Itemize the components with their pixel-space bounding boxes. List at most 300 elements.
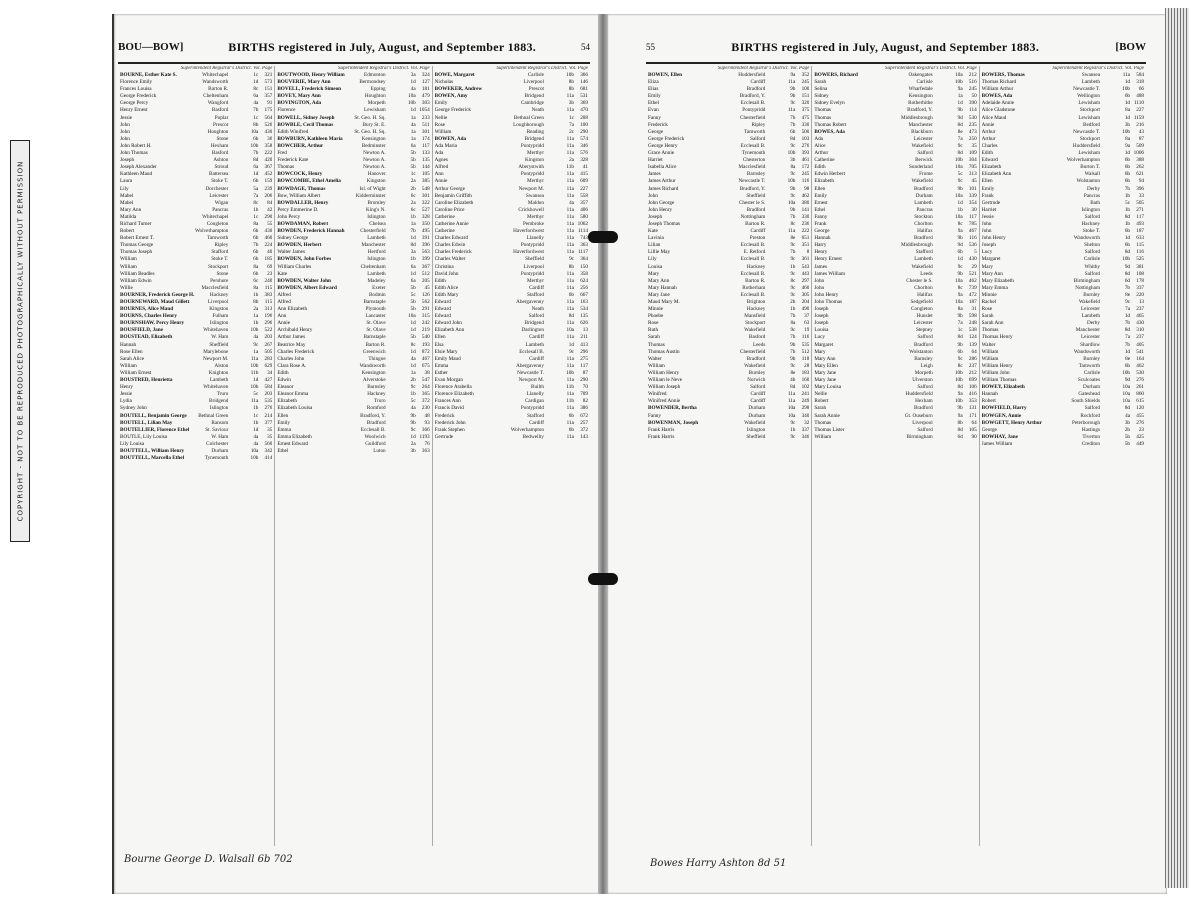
entry-volume: 7a [1125, 334, 1130, 341]
register-entry [435, 398, 588, 405]
register-entry [982, 356, 1144, 363]
entry-volume: 11a [566, 178, 574, 185]
entry-district: Stoke T. [211, 178, 229, 185]
entry-name: John [981, 220, 992, 227]
entry-page: 219 [421, 327, 430, 334]
entry-district: Cambridge [520, 100, 544, 107]
entry-district: Hanover [367, 171, 386, 178]
entry-page: 236 [801, 220, 810, 227]
entry-name: Sidney George [277, 235, 309, 242]
entry-district: Oakengates [908, 72, 933, 78]
entry-page: 115 [264, 284, 273, 291]
entry-volume: 8a [790, 320, 796, 327]
entry-name: Ellen [277, 412, 289, 419]
entry-volume: 1d [410, 79, 416, 86]
entry-name: Thomas Joseph [120, 249, 153, 256]
entry-page: 69 [267, 263, 273, 270]
entry-name: Ada [434, 150, 444, 157]
entry-volume: 6b [957, 348, 963, 355]
entry-district: W. Ham [211, 433, 229, 440]
entry-page: 315 [421, 313, 430, 320]
register-entry [277, 427, 429, 434]
register-entry [648, 306, 809, 313]
entry-district: Newcastle T. [517, 369, 544, 376]
register-entry [648, 292, 809, 299]
entry-page: 212 [968, 72, 977, 78]
register-entry [982, 264, 1144, 271]
entry-volume: 1a [410, 369, 416, 376]
entry-name: Gertrude [434, 433, 454, 440]
register-entry [982, 107, 1144, 114]
entry-name: BOUTELL, Benjamin George [120, 412, 187, 419]
register-entry [120, 313, 272, 320]
entry-name: Selina [814, 86, 828, 93]
entry-name: BOWDEN, Frederick Hannah [277, 228, 345, 235]
entry-volume: 9a [957, 391, 963, 398]
entry-volume: 11a [566, 228, 574, 235]
header-rule [118, 62, 590, 64]
entry-name: George [648, 128, 664, 135]
entry-name: Frances Louisa [120, 86, 152, 93]
entry-name: Alice [814, 142, 826, 149]
register-entry [120, 427, 272, 434]
entry-district: Macclesfield [201, 284, 229, 291]
entry-district: Truro [374, 398, 386, 405]
entry-district: St. Geo. H. Sq. [354, 128, 386, 135]
entry-name: BOWE, Margaret [434, 72, 475, 78]
entry-name: Sarah [814, 405, 827, 412]
entry-page: 526 [264, 121, 273, 128]
entry-volume: 7b [790, 121, 796, 128]
entry-page: 460 [264, 235, 273, 242]
entry-volume: 11a [788, 107, 796, 114]
register-entry [982, 377, 1144, 384]
entry-district: Stockton [914, 213, 933, 220]
entry-name: Ann Elizabeth [277, 306, 308, 313]
entry-district: Lambeth [1081, 79, 1100, 86]
entry-volume: 7b [790, 114, 796, 121]
register-entry [120, 420, 272, 427]
entry-name: Walter James [277, 249, 305, 256]
entry-volume: 6a [410, 263, 416, 270]
entry-district: Islington [1081, 206, 1100, 213]
entry-district: Ecclesall B. [740, 242, 766, 249]
entry-volume: 7a [253, 192, 259, 199]
register-entry [435, 93, 588, 100]
column-head: Superintendent Registrar's District. Vol. Page [338, 66, 430, 71]
entry-page: 32 [804, 419, 810, 426]
entry-page: 534 [580, 306, 588, 313]
entry-page: 115 [1136, 242, 1144, 249]
register-entry [277, 334, 429, 341]
register-entry [120, 306, 272, 313]
entry-district: Ecclesall B. [519, 348, 544, 355]
register-entry [120, 115, 272, 122]
register-entry [982, 405, 1144, 412]
entry-district: Durham [211, 447, 229, 454]
entry-volume: 10a [955, 164, 963, 171]
register-entry [814, 164, 976, 171]
entry-name: BOWEY, Elizabeth [981, 384, 1025, 391]
entry-district: Chesterfield [360, 228, 386, 235]
entry-district: Hackney [1081, 220, 1100, 227]
register-column [274, 66, 431, 846]
entry-name: Elizabeth [277, 398, 297, 405]
entry-volume: 9c [790, 171, 796, 178]
register-entry [435, 178, 588, 185]
entry-district: Wandsworth [359, 362, 386, 369]
entry-name: Lillie May [648, 249, 671, 256]
entry-page: 535 [801, 341, 810, 348]
entry-volume: 8e [957, 128, 963, 135]
register-entry [982, 363, 1144, 370]
entry-volume: 1d [1124, 100, 1130, 107]
entry-name: Emma [277, 426, 291, 433]
entry-name: Ethel [648, 100, 659, 107]
register-entry [435, 271, 588, 278]
entry-district: Leigh [920, 362, 933, 369]
entry-page: 203 [264, 334, 273, 341]
entry-district: Hertford [367, 249, 386, 256]
entry-name: Edwin Herbert [814, 171, 846, 178]
left-page-range: BOU—BOW] [118, 41, 184, 53]
entry-volume: 11a [788, 398, 796, 405]
register-entry [435, 405, 588, 412]
entry-district: Huddersfield [1072, 142, 1100, 149]
entry-page: 109 [968, 150, 977, 157]
entry-district: Middlesbrough [900, 114, 933, 121]
register-entry [120, 72, 272, 79]
entry-district: Battersea [209, 171, 229, 178]
entry-page: 257 [580, 419, 588, 426]
entry-name: William Edwin [120, 277, 152, 284]
entry-page: 304 [968, 157, 977, 164]
entry-volume: 9c [790, 142, 796, 149]
entry-district: Neath [531, 107, 544, 114]
register-entry [435, 221, 588, 228]
register-entry [120, 256, 272, 263]
entry-page: 296 [580, 348, 588, 355]
entry-name: John [120, 135, 130, 142]
entry-district: Stepney [915, 327, 933, 334]
entry-page: 340 [801, 412, 810, 419]
entry-name: BOWHAY, Jane [981, 433, 1018, 440]
entry-district: Durham [748, 405, 766, 412]
entry-page: 28 [804, 362, 810, 369]
entry-page: 342 [264, 447, 273, 454]
entry-volume: 10b [954, 157, 963, 164]
entry-page: 87 [1138, 135, 1144, 142]
register-entry [120, 448, 272, 455]
register-entry [982, 100, 1144, 107]
register-entry [120, 86, 272, 93]
entry-page: 290 [580, 128, 588, 135]
entry-volume: 11a [566, 391, 574, 398]
register-entry [435, 249, 588, 256]
entry-volume: 10b [250, 362, 259, 369]
register-entry [814, 129, 976, 136]
entry-name: Mary Ellen [814, 362, 838, 369]
entry-page: 117 [422, 142, 430, 149]
entry-volume: 6b [1124, 157, 1130, 164]
entry-page: 36 [267, 135, 273, 142]
entry-name: William [120, 263, 137, 270]
entry-page: 558 [580, 192, 588, 199]
entry-district: Alverstoke [362, 377, 386, 384]
register-entry [982, 292, 1144, 299]
entry-page: 460 [801, 284, 810, 291]
entry-name: BOWENDER, Bertha [648, 405, 697, 412]
register-entry [277, 242, 429, 249]
entry-volume: 4a [253, 440, 259, 447]
register-entry [814, 434, 976, 441]
register-entry [435, 370, 588, 377]
entry-name: Benjamin Griffith [434, 192, 472, 199]
entry-volume: 6b [253, 135, 259, 142]
entry-district: Loughborough [513, 121, 544, 128]
entry-district: Macclesfield [738, 164, 766, 171]
entry-district: Hunslet [916, 313, 933, 320]
entry-name: Elizabeth [814, 178, 834, 185]
entry-page: 301 [421, 192, 430, 199]
entry-name: Minnie [648, 306, 663, 313]
entry-page: 651 [801, 235, 810, 242]
entry-volume: 10b [1122, 369, 1130, 376]
register-entry [277, 327, 429, 334]
register-entry [120, 129, 272, 136]
entry-volume: 8d [957, 426, 963, 433]
entry-name: Florence Arabella [434, 384, 472, 391]
entry-volume: 1b [790, 426, 796, 433]
entry-name: William [434, 128, 452, 135]
entry-name: Eleanor [277, 384, 294, 391]
entry-volume: 1c [253, 114, 259, 121]
entry-volume: 5c [1125, 199, 1130, 206]
entry-name: John [814, 284, 825, 291]
entry-page: 414 [264, 455, 273, 462]
register-entry [648, 143, 809, 150]
entry-name: John Thomas [814, 299, 843, 305]
entry-name: Edith [981, 150, 993, 157]
entry-page: 512 [421, 270, 430, 277]
entry-page: 187 [1136, 228, 1144, 235]
entry-district: Sunderland [909, 164, 933, 171]
entry-volume: 6a [253, 93, 259, 100]
entry-name: William Joseph [648, 384, 681, 391]
entry-page: 216 [1136, 121, 1144, 128]
entry-page: 1006 [1133, 150, 1144, 157]
register-entry [277, 214, 429, 221]
entry-district: Knighton [208, 369, 229, 376]
entry-district: Barton R. [365, 341, 386, 348]
entry-district: St. Saviour [205, 426, 229, 433]
register-entry [435, 100, 588, 107]
entry-name: Percy Emmerine D. [277, 206, 319, 213]
entry-name: Louisa [814, 327, 829, 334]
entry-page: 405 [1136, 341, 1144, 348]
entry-district: Stroud [214, 164, 229, 171]
entry-page: 239 [264, 185, 273, 192]
entry-volume: 8c [957, 362, 963, 369]
register-entry [648, 285, 809, 292]
entry-volume: 8d [957, 334, 963, 341]
entry-district: Exeter [372, 284, 386, 291]
register-entry [277, 370, 429, 377]
register-entry [814, 391, 976, 398]
entry-page: 709 [580, 391, 588, 398]
entry-page: 290 [580, 377, 588, 384]
entry-name: BOWEN, Amy [434, 93, 468, 100]
entry-name: Frank Harris [648, 433, 675, 440]
entry-volume: 6b [568, 291, 574, 298]
entry-name: BOWDALLER, Henry [277, 199, 329, 206]
entry-page: 13 [582, 327, 588, 334]
entry-name: George [981, 426, 997, 433]
entry-volume: 6c [410, 192, 416, 199]
entry-district: Tynemouth [741, 150, 766, 157]
entry-district: Newport M. [202, 355, 229, 362]
register-entry [814, 256, 976, 263]
entry-name: Ann [277, 313, 287, 320]
entry-district: Rochford [1080, 412, 1100, 419]
entry-district: Poplar [214, 114, 229, 121]
entry-district: Bradford [746, 206, 766, 213]
register-entry [277, 349, 429, 356]
register-entry [982, 79, 1144, 86]
entry-district: Lambeth [1081, 313, 1100, 320]
entry-district: Marylebone [203, 348, 229, 355]
entry-name: Joseph [981, 242, 996, 249]
register-entry [120, 342, 272, 349]
entry-volume: 11a [566, 142, 574, 149]
entry-name: William [981, 355, 999, 362]
entry-volume: 8c [957, 220, 963, 227]
register-entry [648, 221, 809, 228]
entry-page: 540 [421, 334, 430, 341]
entry-volume: 9c [253, 341, 259, 348]
entry-volume: 1a [253, 313, 259, 320]
register-entry [982, 143, 1144, 150]
entry-volume: 9b [957, 313, 963, 320]
entry-volume: 4a [410, 355, 416, 362]
register-entry [982, 256, 1144, 263]
entry-name: John [120, 128, 130, 135]
entry-page: 5 [974, 249, 977, 256]
entry-district: Ripley [214, 242, 229, 249]
entry-page: 249 [801, 398, 810, 405]
entry-page: 337 [1136, 284, 1144, 291]
entry-district: Durham [915, 192, 933, 199]
entry-name: Alice Gladstone [981, 107, 1016, 114]
entry-volume: 1a [410, 114, 416, 121]
entry-district: Romford [366, 405, 386, 412]
entry-name: Robert [814, 398, 829, 405]
entry-page: 324 [421, 72, 430, 78]
entry-name: Alfred [434, 164, 449, 171]
register-entry [648, 228, 809, 235]
entry-name: Annie [434, 178, 448, 185]
entry-page: 564 [264, 114, 273, 121]
entry-volume: 1d [1124, 348, 1130, 355]
entry-page: 584 [264, 384, 273, 391]
entry-page: 235 [968, 121, 977, 128]
entry-volume: 8b [568, 79, 574, 86]
entry-volume: 11a [1122, 72, 1130, 78]
entry-page: 330 [801, 213, 810, 220]
register-entry [814, 93, 976, 100]
register-entry [277, 100, 429, 107]
entry-page: 33 [1138, 192, 1144, 199]
entry-page: 45 [424, 284, 430, 291]
entry-volume: 6b [1124, 228, 1130, 235]
entry-name: James William [814, 270, 846, 277]
register-entry [120, 242, 272, 249]
entry-volume: 10b [250, 327, 259, 334]
register-entry [814, 306, 976, 313]
entry-name: Robert [981, 398, 996, 405]
entry-name: Edith Alice [434, 284, 459, 291]
entry-district: Ecclesall B. [740, 291, 766, 298]
entry-volume: 1d [1124, 150, 1130, 157]
entry-district: Salford [750, 384, 766, 391]
entry-list [275, 72, 431, 455]
register-entry [814, 420, 976, 427]
entry-page: 455 [1136, 412, 1144, 419]
entry-name: Rose Ellen [120, 348, 143, 355]
register-entry [120, 292, 272, 299]
entry-district: Morpeth [914, 369, 933, 376]
entry-name: Catherine Annie [434, 220, 469, 227]
register-entry [120, 93, 272, 100]
register-entry [814, 327, 976, 334]
entry-page: 146 [580, 79, 588, 86]
entry-page: 488 [1136, 93, 1144, 100]
left-page-number: 54 [580, 42, 590, 52]
entry-volume: 11a [788, 391, 796, 398]
entry-name: George [814, 228, 830, 235]
entry-volume: 7b [790, 334, 796, 341]
entry-district: Rotherham [742, 284, 766, 291]
entry-volume: 8d [1124, 327, 1130, 334]
entry-page: 560 [264, 440, 273, 447]
entry-volume: 9c [790, 362, 796, 369]
entry-volume: 1d [957, 199, 963, 206]
register-entry [982, 441, 1144, 448]
register-entry [120, 79, 272, 86]
register-entry [982, 178, 1144, 185]
register-entry [435, 115, 588, 122]
entry-district: Cardiff [529, 284, 544, 291]
entry-district: Sheffield [746, 192, 766, 199]
entry-volume: 1c [253, 412, 259, 419]
entry-volume: 1b [1124, 220, 1130, 227]
entry-volume: 1c [957, 327, 963, 334]
entry-district: Hexham [915, 398, 933, 405]
entry-volume: 9b [790, 206, 796, 213]
entry-district: Chorlton [914, 220, 933, 227]
entry-name: William [814, 433, 832, 440]
entry-page: 211 [580, 334, 588, 341]
entry-volume: 9c [957, 142, 963, 149]
entry-district: Haverfordwest [513, 228, 544, 235]
entry-page: 245 [968, 86, 977, 93]
entry-page: 705 [968, 164, 977, 171]
entry-name: BOWCHER, Arthur [277, 142, 324, 149]
register-entry [277, 249, 429, 256]
register-entry [277, 150, 429, 157]
column-head: Superintendent Registrar's District. Vol. Page [717, 66, 810, 71]
entry-page: 462 [1136, 362, 1144, 369]
